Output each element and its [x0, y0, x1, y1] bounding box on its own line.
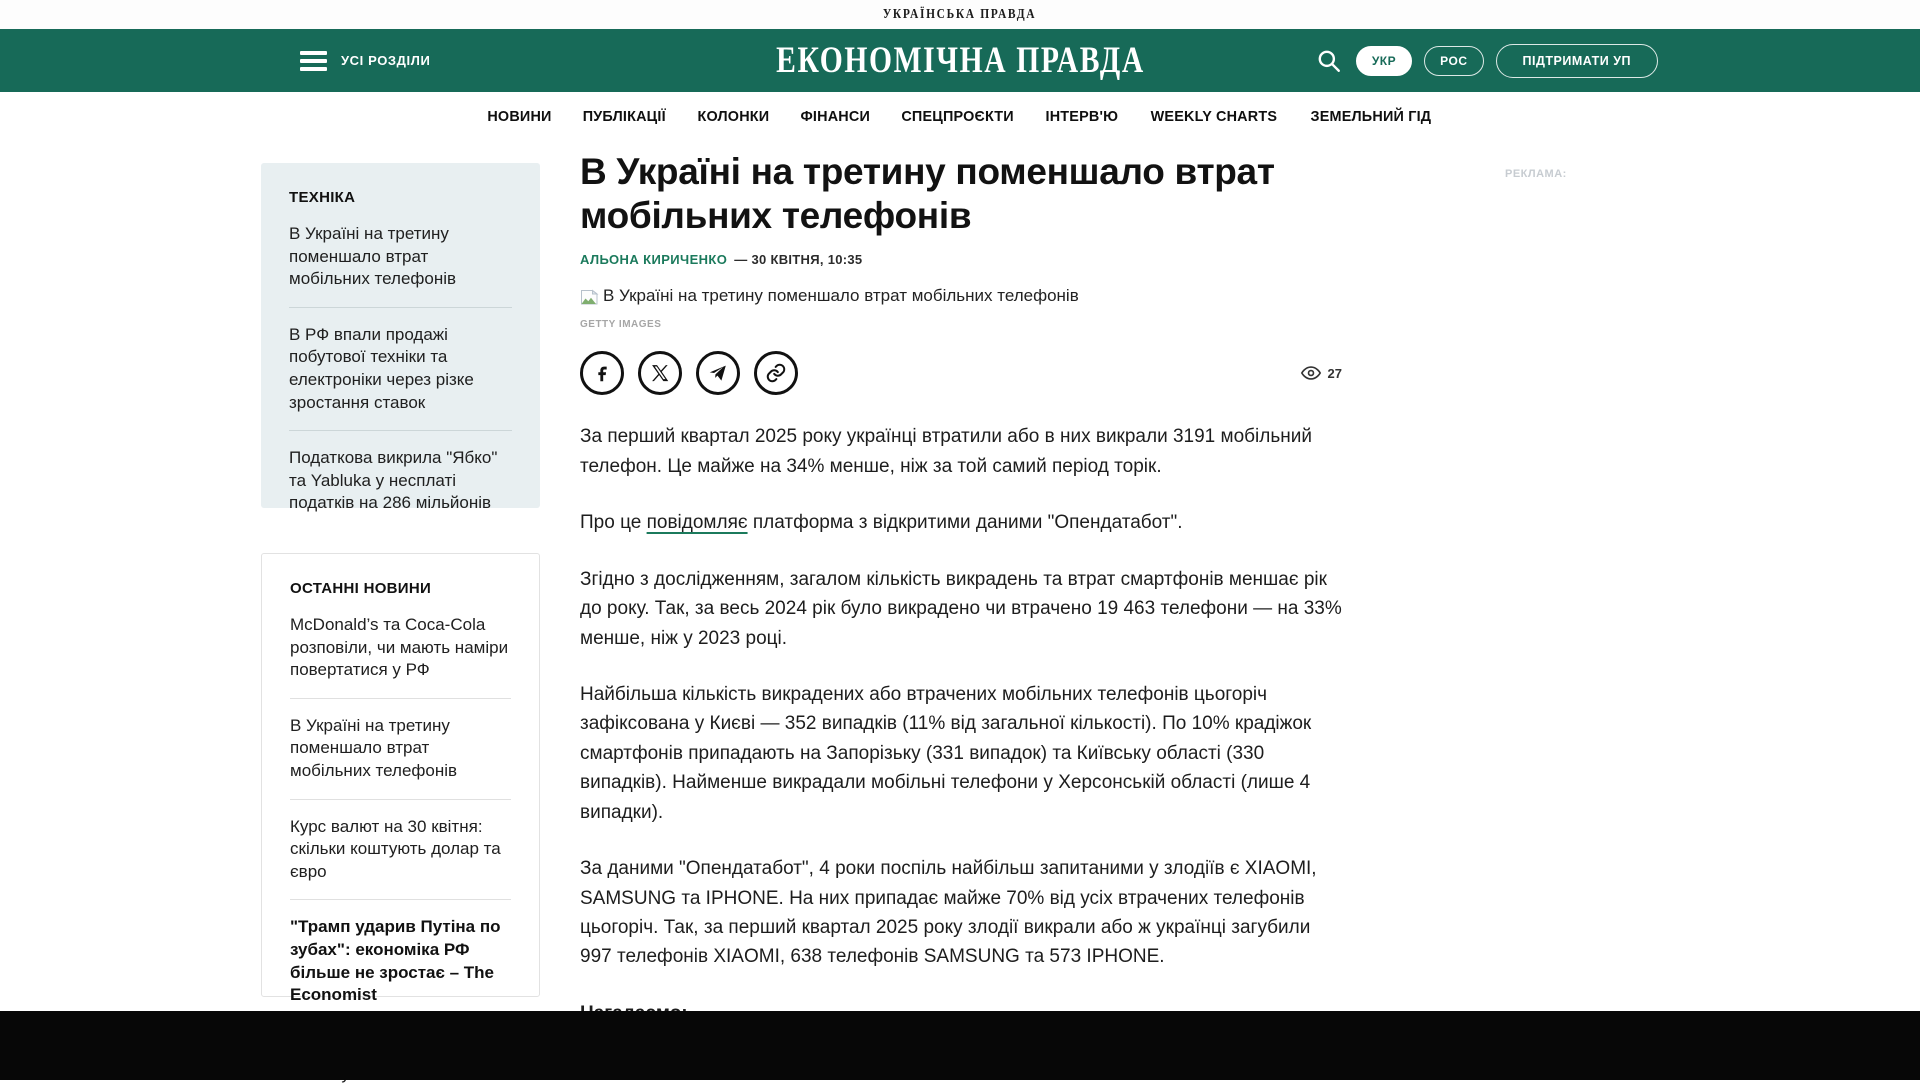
share-buttons	[580, 351, 798, 395]
tech-item[interactable]: Податкова викрила "Ябко" та Yabluka у несплаті податків на 286 мільйонів	[289, 448, 498, 513]
tech-item[interactable]: В Україні на третину поменшало втрат мобільних телефонів	[289, 224, 457, 289]
article	[580, 150, 1342, 1085]
sidebar-tech-box	[261, 163, 540, 513]
source-link[interactable]: повідомляє	[646, 512, 748, 534]
image-alt-text: В Україні на третину поменшало втрат мобільних телефонів	[603, 286, 1079, 306]
tech-item[interactable]: В РФ впали продажі побутової техніки та електроніки через різке зростання ставок	[289, 324, 474, 412]
topbar	[0, 0, 1920, 29]
lang-ukr-button[interactable]: УКР	[1356, 46, 1412, 76]
paragraph: Найбільша кількість викрадених або втрачених мобільних телефонів цьогоріч зафіксована у Києві — 352 випадків (11% від загальної кількості). По 10% крадіжок смартфонів припадають на Запорізьку (331 випадок) та Київську області (330 випадків). Найменше викрадали мобільні телефони у Херсонській області (лише 4 випадки).	[580, 683, 1312, 823]
paragraph: За даними "Опендатабот", 4 роки поспіль найбільш запитаними у злодіїв є XIAOMI, SAMSUNG та IPHONE. На них припадає майже 70% від усіх втрачених телефонів цьогоріч. Так, за перший квартал 2025 року злодії викрали або ж українці загубили 997 телефонів XIAOMI, 638 телефонів SAMSUNG та 573 IPHONE.	[580, 858, 1317, 968]
latest-item[interactable]: В Україні на третину поменшало втрат мобільних телефонів	[290, 715, 458, 781]
latest-item[interactable]: Курс валют на 30 квітня: скільки коштують долар та євро	[290, 816, 501, 881]
support-up-button[interactable]: ПІДТРИМАТИ УП	[1496, 44, 1659, 78]
sidebar-tech-title: ТЕХНІКА	[289, 189, 356, 206]
view-count: 27	[1327, 365, 1342, 381]
share-copy-link-icon[interactable]	[754, 351, 798, 395]
latest-item[interactable]: "Трамп ударив Путіна по зубах": економіка РФ більше не зростає – The Economist	[290, 917, 501, 1005]
ukrainska-pravda-logo[interactable]: УКРАЇНСЬКА ПРАВДА	[883, 6, 1037, 22]
site-header	[0, 29, 1920, 92]
paragraph-text: платформа з відкритими даними "Опендатабот".	[747, 512, 1183, 534]
nav-kolonky[interactable]: КОЛОНКИ	[697, 107, 770, 125]
divider	[290, 899, 511, 900]
sidebar-latest-box	[261, 553, 540, 1005]
lang-ros-button[interactable]: РОС	[1424, 46, 1483, 76]
divider	[290, 698, 511, 699]
ad-label: РЕКЛАМА:	[1505, 168, 1567, 180]
share-facebook-icon[interactable]	[580, 351, 624, 395]
article-body	[580, 422, 1342, 1084]
paragraph: Згідно з дослідженням, загалом кількість викрадень та втрат смартфонів меншає рік до року. Так, за весь 2024 рік було викрадено чи втрачено 19 463 телефони — на 33% менше, ніж у 2023 році.	[580, 568, 1342, 649]
nav-novyny[interactable]: НОВИНИ	[487, 107, 553, 125]
header-actions	[1314, 29, 1658, 92]
article-image-broken	[580, 286, 1342, 306]
divider	[290, 799, 511, 800]
nav-weekly-charts[interactable]: WEEKLY CHARTS	[1150, 107, 1278, 125]
author-link[interactable]: АЛЬОНА КИРИЧЕНКО	[580, 252, 728, 268]
paragraph	[580, 508, 1342, 537]
paragraph-text: Про це	[580, 512, 647, 534]
search-icon[interactable]	[1314, 46, 1344, 76]
nav-publikatsii[interactable]: ПУБЛІКАЦІЇ	[583, 107, 667, 125]
view-counter	[1300, 362, 1342, 384]
divider	[289, 430, 512, 431]
divider	[289, 307, 512, 308]
share-telegram-icon[interactable]	[696, 351, 740, 395]
article-title: В Україні на третину поменшало втрат мобільних телефонів	[580, 151, 1275, 236]
publish-date: — 30 КВІТНЯ, 10:35	[734, 252, 863, 268]
footer-bar	[0, 1011, 1920, 1080]
nav-interviu[interactable]: ІНТЕРВ'Ю	[1045, 107, 1119, 125]
share-x-twitter-icon[interactable]	[638, 351, 682, 395]
broken-image-icon	[580, 289, 599, 306]
nav-finansy[interactable]: ФІНАНСИ	[800, 107, 870, 125]
eye-icon	[1300, 362, 1322, 384]
nav-spetsproekty[interactable]: СПЕЦПРОЄКТИ	[901, 107, 1015, 125]
share-row	[580, 351, 1342, 395]
paragraph: За перший квартал 2025 року українці втратили або в них викрали 3191 мобільний телефон. Це майже на 34% менше, ніж за той самий період торік.	[580, 426, 1312, 477]
all-sections-label: УСІ РОЗДІЛИ	[341, 53, 431, 68]
ekonomichna-pravda-logo[interactable]: ЕКОНОМІЧНА ПРАВДА	[775, 40, 1145, 81]
nav-zemelnyi-hid[interactable]: ЗЕМЕЛЬНИЙ ГІД	[1310, 107, 1432, 125]
latest-item[interactable]: McDonald’s та Coca-Cola розповіли, чи мають наміри повертатися у РФ	[290, 615, 509, 680]
image-credit: GETTY IMAGES	[580, 319, 662, 331]
main-nav	[0, 92, 1920, 140]
sidebar-latest-title: ОСТАННІ НОВИНИ	[290, 580, 432, 597]
byline	[580, 252, 1342, 267]
